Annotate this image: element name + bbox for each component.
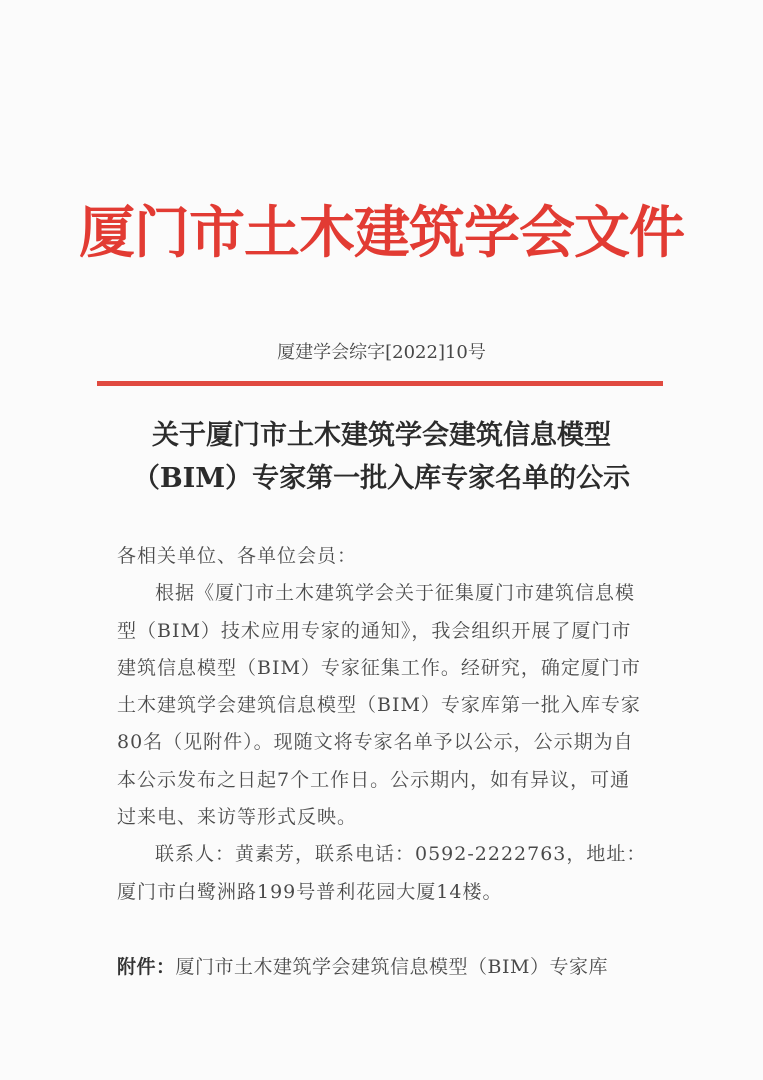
notice-body [117, 538, 647, 911]
attachment-text: 厦门市土木建筑学会建筑信息模型（BIM）专家库 [175, 956, 608, 978]
attachment-line [117, 952, 677, 979]
masthead-title: 厦门市土木建筑学会文件 [79, 200, 684, 266]
contact-paragraph: 联系人：黄素芳，联系电话：0592-2222763，地址：厦门市白鹭洲路199号普利花园大厦14楼。 [117, 843, 647, 903]
attachment-label: 附件： [117, 956, 176, 978]
notice-title-line-2: （BIM）专家第一批入库专家名单的公示 [132, 463, 631, 494]
salutation: 各相关单位、各单位会员： [117, 545, 358, 567]
red-divider-line [97, 381, 663, 386]
main-paragraph: 根据《厦门市土木建筑学会关于征集厦门市建筑信息模型（BIM）技术应用专家的通知》，我会组织开展了厦门市建筑信息模型（BIM）专家征集工作。经研究，确定厦门市土木建筑学会建筑信息模型（BIM）专家库第一批入库专家80名（见附件）。现随文将专家名单予以公示，公示期为自本公示发布之日起7个工作日。公示期内，如有异议，可通过来电、来访等形式反映。 [117, 582, 641, 829]
notice-title-line-1: 关于厦门市土木建筑学会建筑信息模型 [152, 420, 611, 451]
document-number: 厦建学会综字[2022]10号 [277, 342, 486, 363]
